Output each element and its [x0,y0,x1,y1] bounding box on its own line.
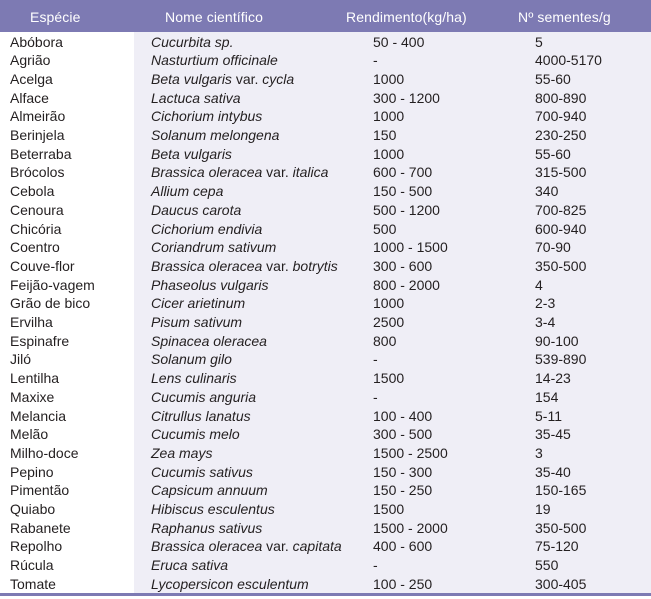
cell-rendimento: 500 [373,220,397,237]
table-row [0,537,651,556]
cell-sementes: 35-40 [535,463,571,480]
cell-sementes: 700-825 [535,201,587,218]
cell-sementes: 350-500 [535,519,587,536]
sci-name-part: Cucurbita sp. [151,33,234,50]
cell-especie: Rabanete [10,519,71,536]
cell-especie: Feijão-vagem [10,276,95,293]
sci-name-part: Solanum melongena [151,127,280,143]
sci-name-part: italica [292,164,329,181]
sci-name-part: cycla [262,70,295,87]
cell-rendimento: 400 - 600 [373,538,433,555]
cell-nome-cientifico [151,388,256,407]
sci-name-part: Spinacea oleracea [151,332,267,349]
cell-especie: Jiló [10,351,32,368]
cell-nome-cientifico [151,145,232,164]
cell-nome-cientifico [151,257,338,276]
header-nome-cientifico: Nome científico [165,9,263,25]
cell-sementes: 5 [535,33,543,50]
sci-name-part: Lycopersicon esculentum [151,575,309,592]
cell-sementes: 230-250 [535,127,587,143]
table-row [0,350,651,369]
cell-rendimento: - [373,351,378,368]
sci-name-part: Coriandrum sativum [151,239,277,256]
cell-rendimento: - [373,388,378,405]
table-row [0,556,651,575]
table-row [0,220,651,239]
cell-rendimento: 100 - 400 [373,407,433,424]
table-row [0,500,651,519]
cell-rendimento: 1000 [373,108,405,125]
cell-especie: Almeirão [10,108,66,125]
cell-rendimento: 1500 - 2000 [373,519,448,536]
sci-name-part: Lactuca sativa [151,89,241,106]
cell-rendimento: 500 - 1200 [373,201,440,218]
cell-nome-cientifico [151,313,242,332]
cell-rendimento: - [373,557,378,574]
cell-nome-cientifico [151,425,240,444]
cell-rendimento: - [373,52,378,69]
cell-rendimento: 800 [373,332,397,349]
table-row [0,182,651,201]
cell-especie: Brócolos [10,164,65,181]
table-header [0,0,651,32]
cell-sementes: 550 [535,557,559,574]
cell-nome-cientifico [151,51,278,70]
cell-especie: Lentilha [10,370,60,387]
cell-especie: Melancia [10,407,67,424]
table-row [0,89,651,108]
sci-name-part: Brassica oleracea [151,164,263,181]
cell-rendimento: 1500 [373,370,405,387]
table-row [0,388,651,407]
sci-name-part: Solanum gilo [151,351,232,368]
cell-sementes: 4000-5170 [535,52,602,69]
cell-rendimento: 150 - 250 [373,482,433,499]
cell-especie: Espinafre [10,332,70,349]
cell-sementes: 14-23 [535,370,571,387]
cell-rendimento: 150 - 300 [373,463,433,480]
sci-name-part: capitata [292,538,342,555]
cell-rendimento: 2500 [373,314,405,330]
cell-sementes: 3 [535,444,543,461]
table-row [0,313,651,332]
cell-sementes: 600-940 [535,220,587,237]
cell-rendimento: 1000 [373,70,405,87]
sci-name-part: Capsicum annuum [151,482,268,499]
cell-sementes: 150-165 [535,482,587,499]
sci-name-part: Hibiscus esculentus [151,501,275,517]
sci-name-part: Cucumis sativus [151,463,253,480]
cell-especie: Acelga [10,70,53,87]
table-row [0,407,651,426]
cell-nome-cientifico [151,276,269,295]
table-row [0,33,651,52]
sci-name-part: Cichorium intybus [151,108,263,125]
header-sementes: Nº sementes/g [518,9,611,25]
cell-nome-cientifico [151,463,253,482]
cell-nome-cientifico [151,294,245,313]
table-row [0,145,651,164]
cell-especie: Pimentão [10,482,70,499]
sci-name-part: Brassica oleracea [151,538,263,555]
cell-sementes: 539-890 [535,351,587,368]
cell-nome-cientifico [151,33,233,52]
sci-name-part: Beta vulgaris [151,145,232,162]
cell-nome-cientifico [151,163,328,182]
cell-sementes: 3-4 [535,314,556,330]
table-row [0,163,651,182]
cell-especie: Rúcula [10,557,54,574]
cell-especie: Maxixe [10,388,55,405]
cell-rendimento: 150 - 500 [373,183,433,200]
header-rendimento: Rendimento(kg/ha) [346,9,467,25]
cell-rendimento: 50 - 400 [373,33,425,50]
cell-rendimento: 1500 - 2500 [373,444,448,461]
cell-sementes: 55-60 [535,70,571,87]
table-row [0,463,651,482]
sci-name-part: Cicer arietinum [151,295,246,312]
cell-nome-cientifico [151,444,212,463]
header-especie: Espécie [30,9,81,25]
sci-name-part: Cucumis anguria [151,388,257,405]
table-row [0,238,651,257]
cell-nome-cientifico [151,89,241,108]
cell-sementes: 315-500 [535,164,587,181]
cell-especie: Alface [10,89,49,106]
cell-rendimento: 800 - 2000 [373,276,440,293]
cell-nome-cientifico [151,201,241,220]
cell-nome-cientifico [151,575,309,594]
sci-var-label: var. [262,538,293,555]
sci-name-part: Raphanus sativus [151,519,263,536]
cell-nome-cientifico [151,369,237,388]
cell-rendimento: 300 - 600 [373,257,433,274]
cell-rendimento: 1000 - 1500 [373,239,448,256]
sci-name-part: Zea mays [151,444,213,461]
table-row [0,444,651,463]
cell-especie: Beterraba [10,145,72,162]
cell-rendimento: 300 - 500 [373,426,433,443]
sci-var-label: var. [231,70,263,87]
table-row [0,294,651,313]
cell-sementes: 90-100 [535,332,579,349]
cell-sementes: 35-45 [535,426,571,443]
table-row [0,519,651,538]
cell-sementes: 300-405 [535,575,587,592]
sci-name-part: Nasturtium officinale [151,52,278,69]
table-row [0,481,651,500]
table-row [0,369,651,388]
cell-rendimento: 1000 [373,295,405,312]
cell-especie: Repolho [10,538,63,555]
cell-rendimento: 600 - 700 [373,164,433,181]
cell-especie: Cebola [10,183,55,200]
sci-name-part: Lens culinaris [151,370,237,387]
cell-especie: Berinjela [10,127,65,143]
table-row [0,126,651,145]
table-row [0,575,651,594]
sci-name-part: Cichorium endivia [151,220,263,237]
sci-name-part: Daucus carota [151,201,242,218]
cell-especie: Abóbora [10,33,63,50]
sci-name-part: Cucumis melo [151,426,240,443]
cell-nome-cientifico [151,481,268,500]
cell-rendimento: 100 - 250 [373,575,433,592]
cell-especie: Coentro [10,239,60,256]
cell-sementes: 55-60 [535,145,571,162]
cell-sementes: 70-90 [535,239,571,256]
sci-name-part: Citrullus lanatus [151,407,251,424]
cell-sementes: 700-940 [535,108,587,125]
cell-especie: Agrião [10,52,51,69]
cell-rendimento: 1500 [373,501,405,517]
sci-var-label: var. [262,164,293,181]
cell-sementes: 2-3 [535,295,556,312]
cell-nome-cientifico [151,537,342,556]
sci-name-part: Beta vulgaris [151,70,232,87]
sci-var-label: var. [262,257,293,274]
cell-especie: Grão de bico [10,295,91,312]
cell-nome-cientifico [151,519,262,538]
table-row [0,332,651,351]
table-row [0,70,651,89]
cell-rendimento: 150 [373,127,397,143]
cell-especie: Melão [10,426,49,443]
cell-especie: Quiabo [10,501,56,517]
cell-nome-cientifico [151,500,275,519]
cell-especie: Milho-doce [10,444,79,461]
cell-sementes: 19 [535,501,551,517]
cell-nome-cientifico [151,350,232,369]
table-row [0,201,651,220]
cell-nome-cientifico [151,407,251,426]
sci-name-part: Phaseolus vulgaris [151,276,269,293]
cell-especie: Tomate [10,575,56,592]
cell-especie: Pepino [10,463,54,480]
cell-sementes: 154 [535,388,559,405]
table-row [0,107,651,126]
cell-especie: Couve-flor [10,257,75,274]
cell-sementes: 4 [535,276,543,293]
cell-sementes: 350-500 [535,257,587,274]
sci-name-part: Eruca sativa [151,557,229,574]
cell-sementes: 800-890 [535,89,587,106]
cell-especie: Cenoura [10,201,64,218]
cell-nome-cientifico [151,220,262,239]
cell-rendimento: 1000 [373,145,405,162]
table-row [0,425,651,444]
cell-sementes: 75-120 [535,538,579,555]
cell-nome-cientifico [151,70,294,89]
cell-rendimento: 300 - 1200 [373,89,440,106]
cell-especie: Chicória [10,220,62,237]
sci-name-part: botrytis [292,257,338,274]
table-row [0,51,651,70]
cell-nome-cientifico [151,126,279,145]
sci-name-part: Allium cepa [151,183,224,200]
cell-nome-cientifico [151,238,276,257]
cell-nome-cientifico [151,556,228,575]
cell-nome-cientifico [151,332,267,351]
sci-name-part: Brassica oleracea [151,257,263,274]
cell-especie: Ervilha [10,314,53,330]
table-row [0,276,651,295]
table-bottom-rule [0,593,651,596]
cell-sementes: 340 [535,183,559,200]
cell-nome-cientifico [151,107,262,126]
cell-nome-cientifico [151,182,223,201]
sci-name-part: Pisum sativum [151,314,243,330]
cell-sementes: 5-11 [535,407,562,424]
table-row [0,257,651,276]
